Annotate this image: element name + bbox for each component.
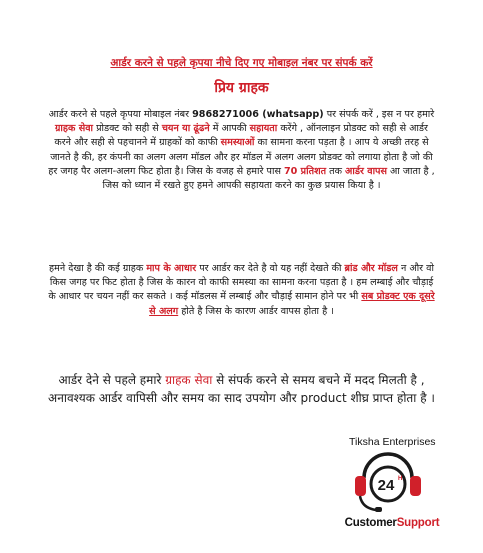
page-heading: आर्डर करने से पहले कृपया नीचे दिए गए मोबाइल नंबर पर संपर्क करें (110, 57, 373, 69)
highlight-measure: माप के आधार (146, 263, 197, 274)
highlight-customer-service-2: ग्राहक सेवा (165, 373, 213, 387)
customer-support-label: CustomerSupport (344, 517, 440, 529)
highlight-help: सहायता (249, 123, 278, 135)
logo-hour: H (398, 476, 403, 482)
highlight-order-return: आर्डर वापस (345, 165, 387, 177)
phone-number: 9868271006 (whatsapp) (192, 109, 324, 120)
paragraph-measurement: हमने देखा है की कई ग्राहक माप के आधार पर आर्डर कर देते है वो यह नहीं देखते की ब्रांड और मॉडल न और वो किस जगह पर फिट होता है जिस के कारन वो काफी समस्या का सामना करना पड़ता है । हम लम्बाई और चौड़ाई के आधार पर चयन नहीं कर सकते । कई मॉडलस में लम्बाई और चौड़ाई सामान होने पर भी सब प्रोडक्ट एक दूसरे से अलग होते है जिस के कारण आर्डर वापस होता है । (48, 263, 435, 317)
paragraph-intro: आर्डर करने से पहले कृपया मोबाइल नंबर 9868271006 (whatsapp) पर संपर्क करें , इस न पर हमारे ग्राहक सेवा प्रोडक्ट को सही से चयन या ढूंढने में आपकी सहायता करेंगे , ऑनलाइन प्रोडक्ट को सही से आर्डर करने और सही से पहचानने में ग्राहकों को काफी समस्याओं का सामना करना पड़ता है । आप ये अच्छी तरह से जानते है की, हर कंपनी का अलग अलग मॉडल और हर मॉडल में अलग अलग प्रोडक्ट को लगाया होता है जो की हर जगह पैर अलग-अलग फिट होता है। जिस के वजह से हमारे पास 70 प्रतिशत तक आर्डर वापस आ जाता है , जिस को ध्यान में रखते हुए हमने आपकी सहायता करने का कुछ प्रयास किया है । (48, 109, 435, 192)
highlight-brand-model: ब्रांड और मॉडल (344, 263, 398, 274)
logo-number: 24 (377, 477, 395, 494)
highlight-customer-service: ग्राहक सेवा (55, 123, 94, 135)
greeting: प्रिय ग्राहक (214, 80, 269, 96)
headset-24h-icon (342, 448, 434, 518)
company-name: Tiksha Enterprises (349, 436, 436, 448)
highlight-problems: समस्याओं (220, 137, 255, 149)
paragraph-closing: आर्डर देने से पहले हमारे ग्राहक सेवा से संपर्क करने से समय बचने में मदद मिलती है , अनावश्यक आर्डर वापिसी और समय का साद उपयोग और product शीघ्र प्राप्त होता है । (48, 373, 435, 405)
highlight-selection: चयन या ढूंढने (161, 123, 210, 135)
highlight-different: सब प्रोडक्ट एक दूसरे से अलग (149, 291, 435, 317)
highlight-percent: 70 प्रतिशत (283, 165, 327, 177)
